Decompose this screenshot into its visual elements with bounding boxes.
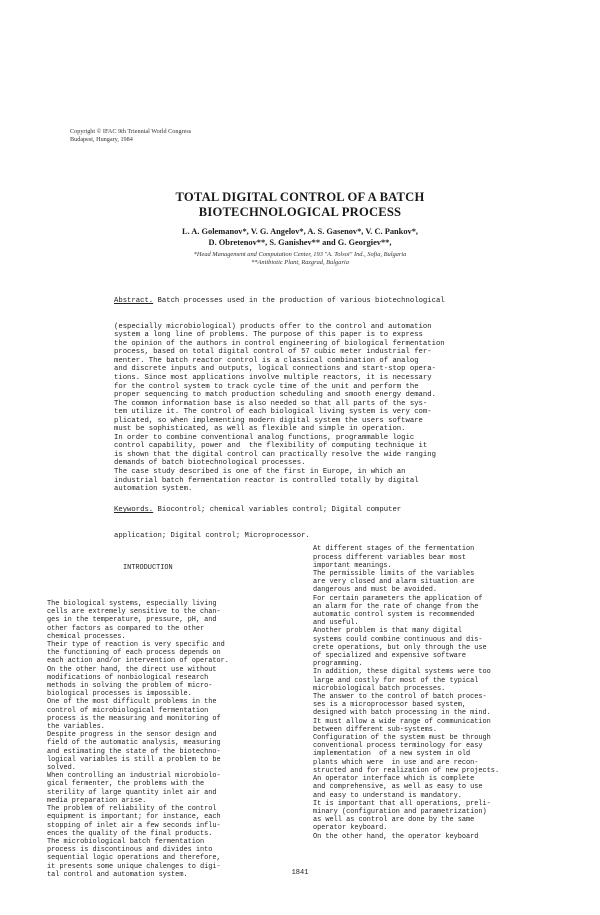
- title-line-2: BIOTECHNOLOGICAL PROCESS: [198, 205, 402, 219]
- abstract-line: demands of batch biotechnological processes.: [114, 459, 306, 468]
- body-text-line: It is important that all operations, preli-: [313, 799, 491, 808]
- body-text-line: implementation of a new system in old: [313, 750, 471, 759]
- body-text-line: When controlling an industrial microbiolo-: [47, 772, 221, 781]
- keywords-second-line: application; Digital control; Microprocessor.: [114, 531, 310, 540]
- abstract-line: process, based on total digital control of 57 cubic meter industrial fer-: [114, 348, 432, 357]
- body-text-line: cells are extremely sensitive to the chan-: [47, 608, 221, 617]
- body-text-line: plants which were in use and are recon-: [313, 758, 479, 767]
- body-text-line: minary (configuration and parametrization): [313, 807, 487, 816]
- abstract-line: system a long line of problems. The purpose of this paper is to express: [114, 331, 423, 340]
- left-column-body: [47, 600, 229, 879]
- body-text-line: ges in the temperature, pressure, pH, and: [47, 616, 217, 625]
- body-text-line: process is discontinous and divides into: [47, 846, 213, 855]
- body-text-line: modifications of nonbiological research: [47, 673, 209, 682]
- affiliation-line-1: *Head Management and Computation Center, 193 "A. Tolsoi" Ind., Sofia, Bulgaria: [193, 251, 407, 258]
- body-text-line: as well as control are done by the same: [313, 816, 475, 825]
- body-text-line: automatic control system is recommended: [313, 611, 475, 620]
- body-text-line: gical fermenter, the problems with the: [47, 780, 205, 789]
- abstract-line: is shown that the digital control can practically resolve the wide ranging: [114, 450, 436, 459]
- body-text-line: between different sub-systems.: [313, 725, 438, 734]
- body-text-line: logical variables is still a problem to be: [47, 755, 221, 764]
- abstract-line: industrial batch fermentation reactor is controlled totally by digital: [114, 476, 419, 485]
- abstract-line: control capability, power and the flexibility of computing technique it: [114, 442, 428, 451]
- body-text-line: each action and/or intervention of operator.: [47, 657, 229, 666]
- body-text-line: At different stages of the fermentation: [313, 545, 475, 554]
- copyright-line-2: Budapest, Hungary, 1984: [70, 136, 133, 143]
- body-text-line: important meanings.: [313, 561, 392, 570]
- body-text-line: field of the automatic analysis, measuring: [47, 739, 221, 748]
- abstract-first-line: [114, 297, 445, 306]
- abstract-first-text: Batch processes used in the production of various biotechnological: [153, 297, 445, 306]
- body-text-line: An operator interface which is complete: [313, 775, 475, 784]
- body-text-line: In addition, these digital systems were too: [313, 668, 491, 677]
- body-text-line: Another problem is that many digital: [313, 627, 462, 636]
- body-text-line: sequential logic operations and therefore,: [47, 854, 221, 863]
- body-text-line: methods in solving the problem of micro-: [47, 682, 213, 691]
- body-text-line: The answer to the control of batch proces-: [313, 693, 487, 702]
- body-text-line: The permissible limits of the variables: [313, 570, 475, 579]
- body-text-line: it presents some unique chalenges to digi-: [47, 862, 221, 871]
- page-number: 1841: [291, 869, 309, 877]
- body-text-line: biological processes is impossible.: [47, 690, 192, 699]
- body-text-line: programming.: [313, 660, 363, 669]
- body-text-line: structed and for realization of new projects.: [313, 766, 500, 775]
- keywords-first-text: Biocontrol; chemical variables control; Digital computer: [153, 506, 402, 515]
- body-text-line: systems could combine continuous and dis-: [313, 635, 483, 644]
- body-text-line: and easy to understand is mandatory.: [313, 791, 462, 800]
- authors-line-2: D. Obretenov**, S. Ganishev** and G. Georgiev**,: [208, 238, 392, 247]
- section-heading-introduction: INTRODUCTION: [123, 564, 173, 573]
- abstract-line: The case study described is one of the first in Europe, in which an: [114, 468, 406, 477]
- body-text-line: The microbiological batch fermentation: [47, 837, 205, 846]
- body-text-line: and estimating the state of the biotechno-: [47, 747, 221, 756]
- body-text-line: The problem of reliability of the control: [47, 805, 217, 814]
- body-text-line: process is the measuring and monitoring of: [47, 714, 221, 723]
- body-text-line: microbiological batch processes.: [313, 684, 446, 693]
- body-text-line: Their type of reaction is very specific and: [47, 641, 225, 650]
- body-text-line: Despite progress in the sensor design and: [47, 731, 217, 740]
- body-text-line: One of the most difficult problems in the: [47, 698, 217, 707]
- body-text-line: media preparation arise.: [47, 796, 147, 805]
- body-text-line: an alarm for the rate of change from the: [313, 602, 479, 611]
- abstract-line: the opinion of the authors in control engineering of biological fermentation: [114, 339, 445, 348]
- title-line-1: TOTAL DIGITAL CONTROL OF A BATCH: [175, 190, 425, 204]
- body-text-line: conventional process terminology for easy: [313, 742, 483, 751]
- abstract-line: tions. Since most applications involve multiple reactors, it is necessary: [114, 374, 432, 383]
- abstract-line: The common information base is also needed so that all parts of the sys-: [114, 399, 428, 408]
- abstract-line: menter. The batch reactor control is a classical combination of analog: [114, 356, 419, 365]
- body-text-line: the functioning of each process depends on: [47, 649, 221, 658]
- body-text-line: and comprehensive, as well as easy to use: [313, 783, 483, 792]
- body-text-line: other factors as compared to the other: [47, 624, 205, 633]
- body-text-line: chemical processes.: [47, 632, 126, 641]
- body-text-line: operator keyboard.: [313, 824, 388, 833]
- affiliation-line-2: **Antibiotic Plant, Razgrad, Bulgaria: [251, 259, 349, 266]
- abstract-line: (especially microbiological) products offer to the control and automation: [114, 322, 432, 331]
- body-text-line: control of microbiological fermentation: [47, 706, 209, 715]
- abstract-line: tem utilize it. The control of each biological living system is very com-: [114, 408, 432, 417]
- body-text-line: The biological systems, especially living: [47, 600, 217, 609]
- body-text-line: ences the quality of the final products.: [47, 829, 213, 838]
- body-text-line: are very closed and alarm situation are: [313, 578, 475, 587]
- abstract-line: automation system.: [114, 485, 193, 494]
- body-text-line: equipment is important; for instance, each: [47, 813, 221, 822]
- body-text-line: tal control and automation system.: [47, 870, 188, 879]
- body-text-line: solved.: [47, 764, 76, 773]
- right-column-body: [313, 545, 499, 840]
- copyright-notice: [70, 128, 191, 144]
- abstract-line: proper sequencing to match production scheduling and smooth energy demand.: [114, 391, 436, 400]
- body-text-line: Configuration of the system must be through: [313, 734, 491, 743]
- paper-title: [0, 190, 600, 220]
- abstract-line: must be sophisticated, as well as flexible and simple in operation.: [114, 425, 406, 434]
- body-text-line: On the other hand, the direct use without: [47, 665, 217, 674]
- abstract-body: [114, 323, 445, 494]
- body-text-line: of specialized and expensive software: [313, 652, 466, 661]
- copyright-line-1: Copyright © IFAC 9th Triennial World Congress: [70, 128, 192, 135]
- abstract-line: plicated, so when implementing modern digital system the users software: [114, 416, 423, 425]
- body-text-line: process different variables bear most: [313, 553, 466, 562]
- abstract-line: for the control system to track cycle time of the unit and perform the: [114, 382, 419, 391]
- left-column: [47, 548, 229, 895]
- abstract-line: and discrete inputs and outputs, logical connections and start-stop opera-: [114, 365, 436, 374]
- right-column: [313, 529, 499, 857]
- body-text-line: stopping of inlet air a few seconds influ-: [47, 821, 221, 830]
- body-text-line: designed with batch processing in the mind.: [313, 709, 491, 718]
- body-text-line: the variables.: [47, 723, 105, 732]
- body-text-line: It must allow a wide range of communication: [313, 717, 491, 726]
- authors-line-1: L. A. Golemanov*, V. G. Angelov*, A. S. Gasenov*, V. C. Pankov*,: [181, 227, 418, 236]
- keywords-label: Keywords.: [114, 506, 154, 515]
- abstract: [114, 280, 445, 511]
- abstract-label: Abstract.: [114, 297, 154, 306]
- abstract-line: In order to combine conventional analog functions, programmable logic: [114, 433, 415, 442]
- body-text-line: sterility of large quantity inlet air and: [47, 788, 217, 797]
- body-text-line: dangerous and must be avoided.: [313, 586, 438, 595]
- affiliations: [0, 251, 600, 267]
- body-text-line: ses is a microprocessor based system,: [313, 701, 466, 710]
- body-text-line: crete operations, but only through the use: [313, 643, 487, 652]
- body-text-line: large and costly for most of the typical: [313, 676, 479, 685]
- body-text-line: and useful.: [313, 619, 359, 628]
- author-list: [0, 226, 600, 248]
- body-text-line: On the other hand, the operator keyboard: [313, 832, 479, 841]
- keywords-first-line: [114, 506, 401, 515]
- body-text-line: For certain parameters the application of: [313, 594, 483, 603]
